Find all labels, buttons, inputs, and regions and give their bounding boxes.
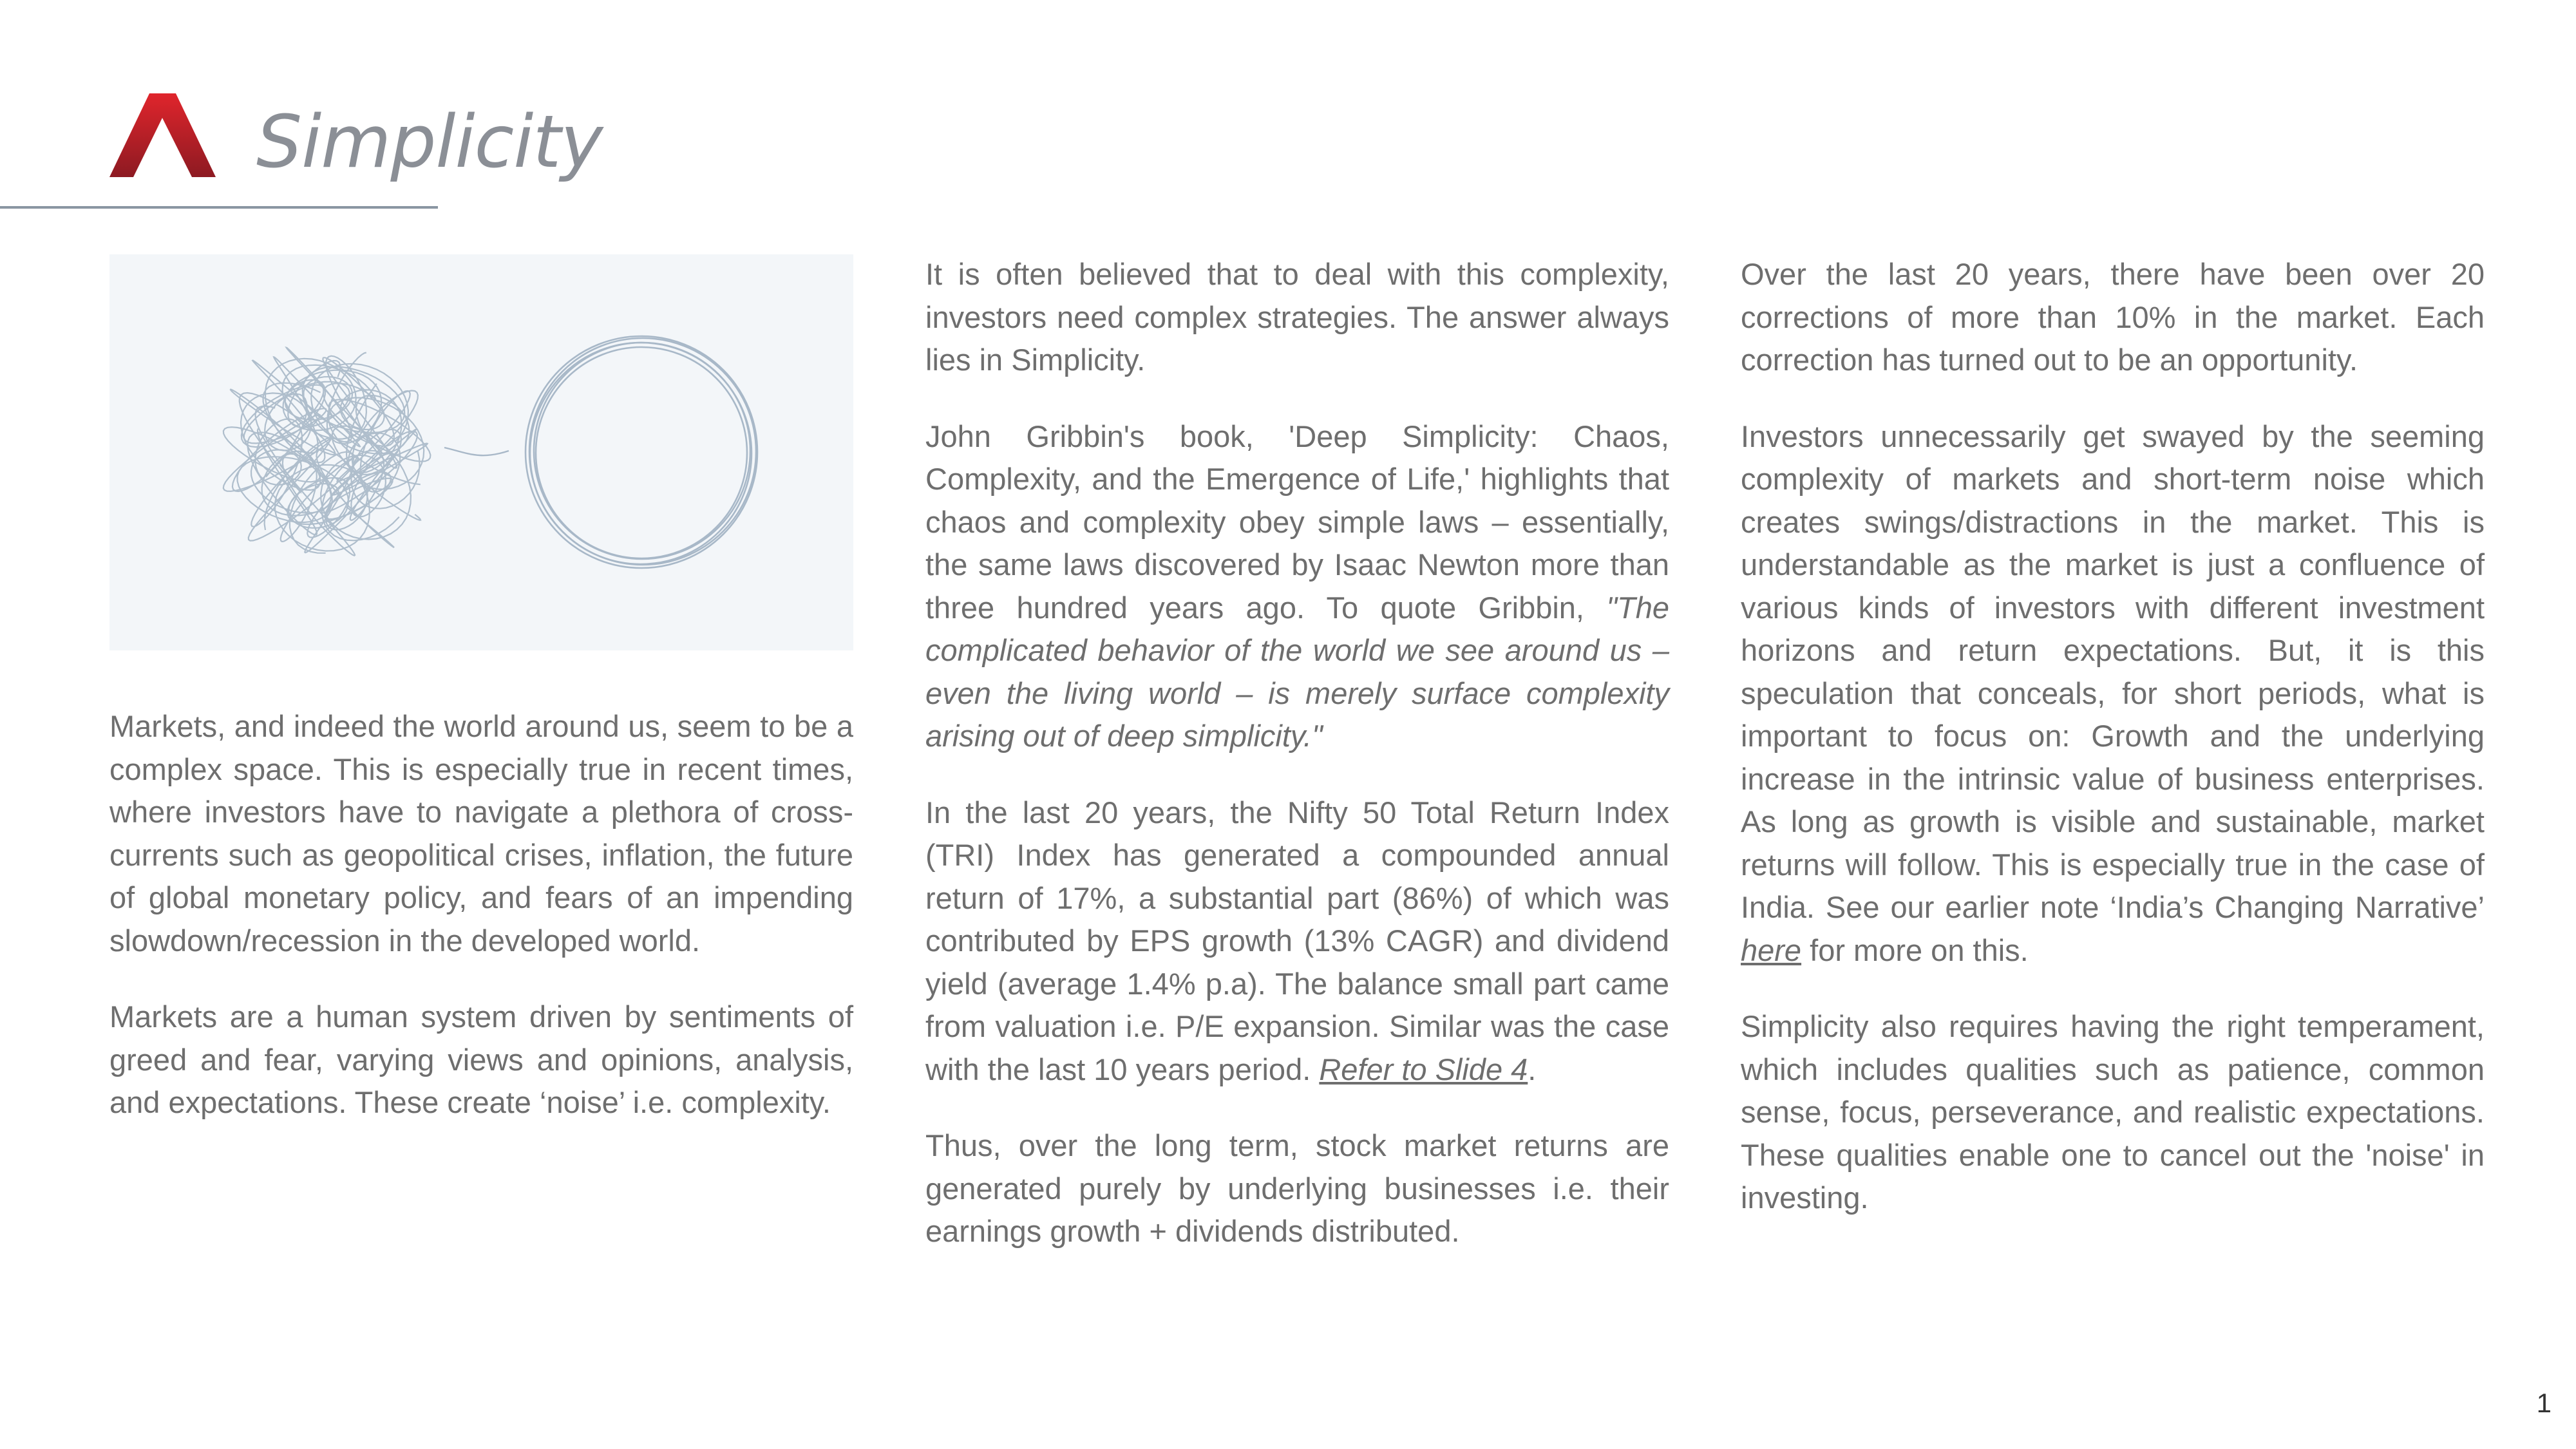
- brand-logo-icon: [109, 93, 216, 177]
- gribbin-quote: "The complicated behavior of the world we see around us – even the living world – is merely surface complexity arising out of deep simplicity.": [925, 590, 1669, 753]
- paragraph-text: Investors unnecessarily get swayed by the seeming complexity of markets and short-term noise which creates swings/distractions in the market. This is understandable as the market is just a confluence of various kinds of investors with different investment horizons and return expectations. But, it is this speculation that conceals, for short periods, what is important to focus on: Growth and the underlying increase in the intrinsic value of business enterprises. As long as growth is visible and sustainable, market returns will follow. This is especially true in the case of India. See our earlier note ‘India’s Changing Narrative’: [1741, 419, 2485, 924]
- paragraph: Simplicity also requires having the right temperament, which includes qualities such as patience, common sense, focus, perseverance, and realistic expectations. These qualities enable one to cancel out the 'noise' in investing.: [1741, 1009, 2485, 1215]
- paragraph: It is often believed that to deal with this complexity, investors need complex strategies. The answer always lies in Simplicity.: [925, 257, 1669, 377]
- tangled-scribble-icon: [223, 348, 431, 556]
- paragraph-text: John Gribbin's book, 'Deep Simplicity: Chaos, Complexity, and the Emergence of Life,' highlights that chaos and complexity obey simple laws – essentially, the same laws discovered by Isaac Newton more than three hundred years ago. To quote Gribbin,: [925, 419, 1669, 625]
- paragraph: Over the last 20 years, there have been over 20 corrections of more than 10% in the market. Each correction has turned out to be an opportunity.: [1741, 257, 2485, 377]
- refer-slide-link[interactable]: Refer to Slide 4: [1319, 1052, 1528, 1086]
- title-underline: [0, 206, 438, 209]
- paragraph: Thus, over the long term, stock market returns are generated purely by underlying businesses i.e. their earnings growth + dividends distributed.: [925, 1128, 1669, 1248]
- text-column-3: [1741, 253, 2485, 1253]
- text-column-2: [925, 253, 1669, 1287]
- paragraph: [1741, 415, 2485, 972]
- paragraph-end: for more on this.: [1801, 933, 2029, 967]
- paragraph: Markets are a human system driven by sentiments of greed and fear, varying views and opinions, analysis, and expectations. These create ‘noise’ i.e. complexity.: [109, 999, 853, 1119]
- paragraph: [925, 791, 1669, 1092]
- here-link[interactable]: here: [1741, 933, 1802, 967]
- text-column-1: [109, 705, 853, 1158]
- page-title: Simplicity: [256, 100, 603, 184]
- page-number: 1: [2536, 1388, 2552, 1418]
- circle-icon: [526, 336, 757, 568]
- paragraph: Markets, and indeed the world around us, seem to be a complex space. This is especially true in recent times, where investors have to navigate a plethora of cross-currents such as geopolitical crises, inflation, the future of global monetary policy, and fears of an impending slowdown/recession in the developed world.: [109, 709, 853, 958]
- paragraph-end: .: [1528, 1052, 1537, 1086]
- simplicity-illustration: [109, 254, 853, 650]
- connector-line: [444, 448, 509, 455]
- paragraph: [925, 415, 1669, 758]
- paragraph-text: In the last 20 years, the Nifty 50 Total Return Index (TRI) Index has generated a compounded annual return of 17%, a substantial part (86%) of which was contributed by EPS growth (13% CAGR) and dividend yield (average 1.4% p.a). The balance small part came from valuation i.e. P/E expansion. Similar was the case with the last 10 years period.: [925, 795, 1669, 1086]
